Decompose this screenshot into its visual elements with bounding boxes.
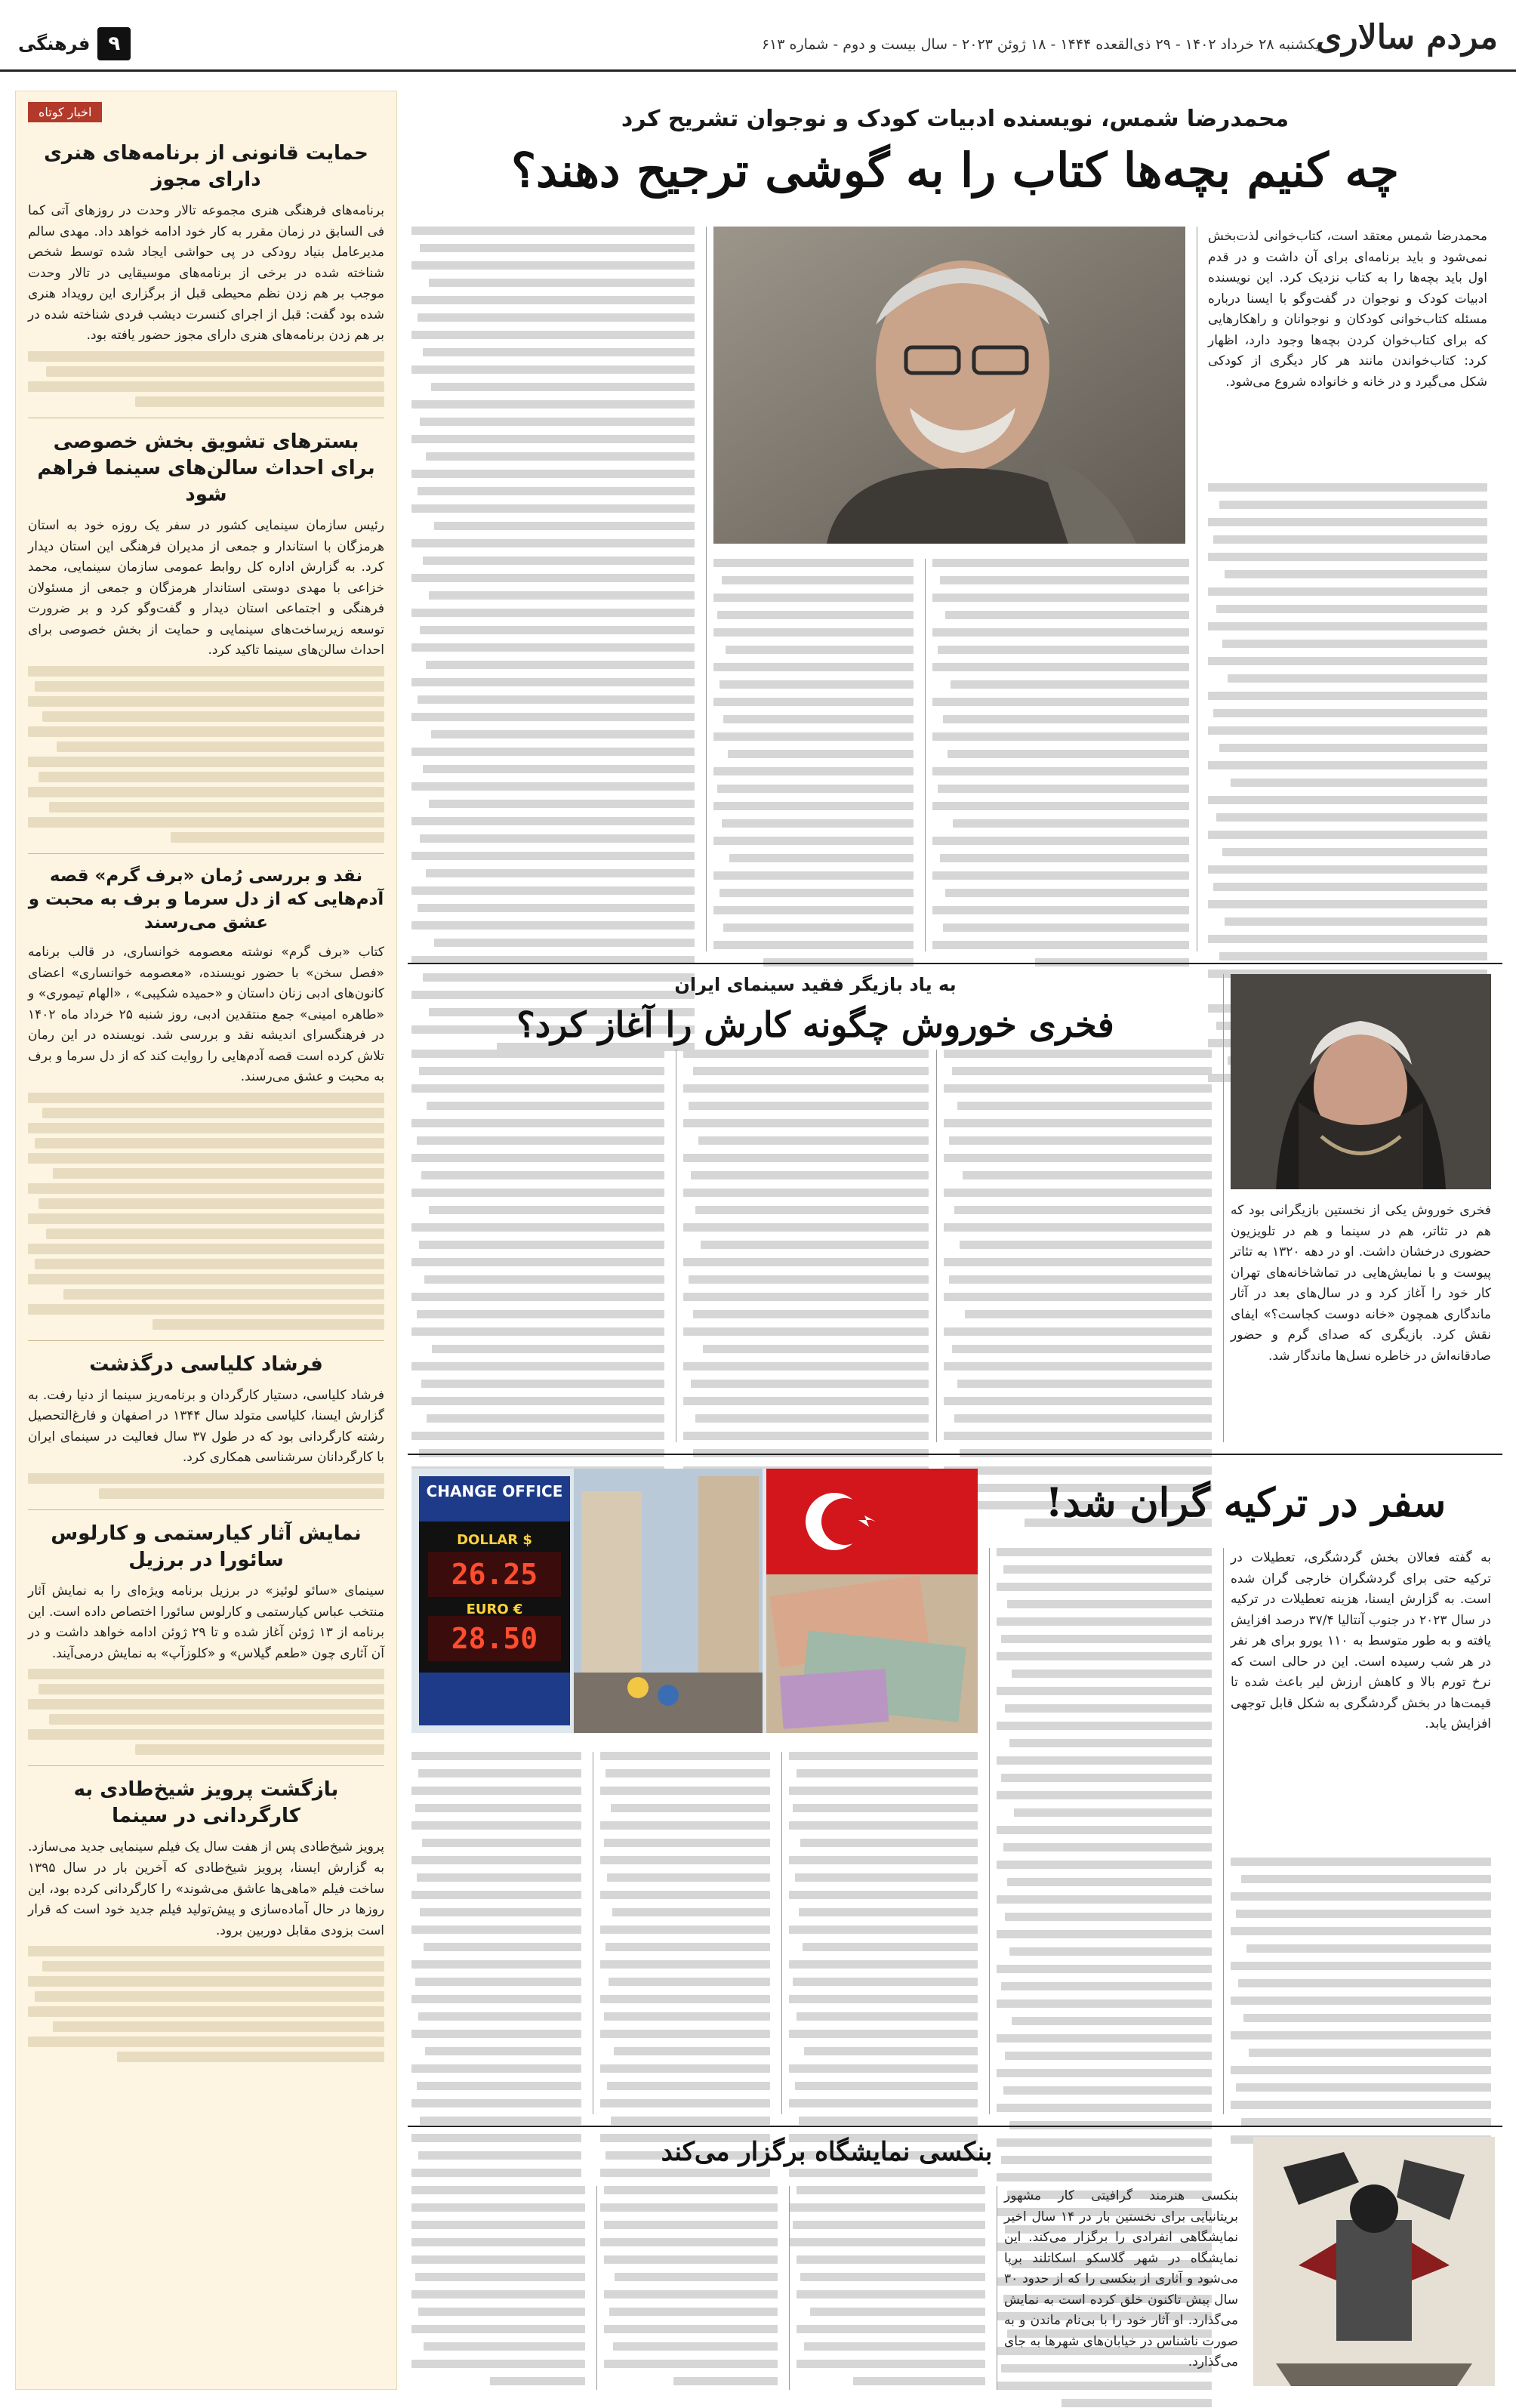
section-tag — [18, 27, 131, 60]
story2-text: فخری خوروش یکی از نخستین بازیگرانی بود که هم در تئاتر، هم در سینما و هم در تلویزیون حضوری درخشان داشت. او در دهه ۱۳۲۰ به تئاتر پیوست و با نمایش‌هایی در تماشاخانه‌های تهران کار خود را آغاز کرد و در سال‌های بعد در آثار ماندگاری همچون «خانه دوست کجاست؟» ایفای نقش کرد. بازیگری که صدای گرم و حضور صادقانه‌اش در خاطره نسل‌ها ماندگار شد. — [1231, 1203, 1491, 1364]
brief-headline: حمایت قانونی از برنامه‌های هنری دارای مجوز — [44, 142, 368, 192]
story2-text-column — [1231, 1201, 1491, 1367]
brief-headline: بازگشت پرویز شیخ‌طادی به کارگردانی در سینما — [73, 1778, 339, 1828]
story4-text: بنکسی هنرمند گرافیتی کار مشهور بریتانیایی برای نخستین بار در ۱۴ سال اخیر نمایشگاهی انفرادی را برگزار می‌کند. این نمایشگاه در شهر گلاسکو اسکاتلند برپا می‌شود و آثاری از بنکسی را که از حدود ۳۰ سال پیش تاکنون خلق کرده است به نمایش می‌گذارد. او آثار خود را با بی‌نام ماندن و به صورت ناشناس در خیابان‌های شهرها به جای می‌گذارد. — [1004, 2188, 1238, 2370]
portrait-illustration — [713, 227, 1185, 544]
brief-story — [28, 429, 384, 843]
dollar-label: $ DOLLAR — [457, 1532, 532, 1548]
brief-text: فرشاد کلیاسی، دستیار کارگردان و برنامه‌ریز سینما از دنیا رفت. به گزارش ایسنا، کلیاسی متولد سال ۱۳۴۴ در اصفهان و فارغ‌التحصیل رشته کارگردانی بود که در طول ۳۷ سال فعالیت در سینمای ایران با کارگردانان سرشناسی همکاری کرد. — [28, 1387, 385, 1466]
brief-story — [28, 140, 384, 407]
story1-overline: محمدرضا شمس، نویسنده ادبیات کودک و نوجوان تشریح کرد — [621, 106, 1290, 132]
section-label: فرهنگی — [18, 33, 91, 54]
euro-label: € EURO — [466, 1602, 523, 1617]
story3-text-column — [1231, 1548, 1491, 1735]
section-number-icon: ۹ — [97, 27, 131, 60]
story3-headline: سفر در ترکیه گران شد! — [1045, 1480, 1447, 1526]
story-childrens-books — [408, 106, 1502, 198]
dollar-rate: 26.25 — [451, 1558, 538, 1591]
masthead — [0, 0, 1516, 72]
story1-lead: محمدرضا شمس معتقد است، کتاب‌خوانی لذت‌بخش نمی‌شود و باید برنامه‌ای برای آن داشت و در قدم اول باید بچه‌ها را به کتاب نزدیک کرد. این نویسنده ادبیات کودک و نوجوان در گفت‌وگو با ایسنا درباره مسئله کتاب‌خوانی کودکان و نوجوانان و راهکارهایی که برای کتاب‌خوان کردن بچه‌ها وجود دارد، اظهار کرد: کتاب‌خواندن مانند هر کار دیگری از کودکی شکل می‌گیرد و در خانه و خانواده شروع می‌شود. — [1208, 229, 1487, 390]
story1-text-col4 — [411, 227, 695, 1051]
brief-text: برنامه‌های فرهنگی هنری مجموعه تالار وحدت در روزهای آتی کما فی السابق در زمان مقرر به کار خود ادامه خواهد داد. مهدی سالم مدیرعامل بنیاد رودکی در پی حواشی ایجاد شده توسط شخص شناخته شده در برخی از برنامه‌های موسیقایی در تالار وحدت موجب بر هم زدن نظم محیطی قبل از برگزاری این رویداد هنری شده بود گفت: قبل از اجرای کنسرت دیشب فردی شناخته شده در بر هم زدن برنامه‌های هنری دارای مجوز حضور یافته بود. — [28, 203, 384, 344]
author-portrait-photo — [713, 227, 1185, 544]
fakhri-khorvash-photo — [1231, 974, 1491, 1189]
story4-text-column — [1004, 2186, 1238, 2373]
brief-text: کتاب «برف گرم» نوشته معصومه خوانساری، در قالب برنامه «فصل سخن» با حضور نویسنده، «معصومه خوانساری» اعضای کانون‌های ادبی زنان داستان و «حمیده شکیبی» ، «الهام تیموری» و «طاهره امینی» جمع منتقدین ادبی، روز شنبه ۲۵ خرداد ماه ۱۴۰۲ در فرهنگسرای اندیشه نقد و بررسی شد. نویسنده در این رمان تلاش کرده است قصه آدم‌هایی را روایت کند که از دل سرما و برف به محبت و عشق می‌رسند. — [28, 945, 384, 1085]
story4-headline: بنکسی نمایشگاه برگزار می‌کند — [661, 2137, 993, 2167]
story4-text-col2 — [797, 2186, 985, 2385]
brief-headline: نقد و بررسی رُمان «برف گرم» قصه آدم‌هایی که از دل سرما و برف به محبت و عشق می‌رسند — [28, 865, 384, 933]
brief-story — [28, 1521, 384, 1755]
story2-text-col3 — [683, 1050, 929, 1527]
story2-overline: به یاد بازیگر فقید سینمای ایران — [674, 974, 957, 995]
banksy-artwork-photo — [1253, 2137, 1495, 2386]
story4-text-col4 — [411, 2186, 585, 2385]
story2-headline: فخری خوروش چگونه کارش را آغاز کرد؟ — [516, 1004, 1114, 1045]
brief-text: رئیس سازمان سینمایی کشور در سفر یک روزه خود به استان هرمزگان با استاندار و جمعی از مدیران فرهنگی این استان دیدار کرد. به گزارش اداره کل روابط عمومی سازمان سینمایی، محمد خزاعی با مهدی دوستی استاندار هرمزگان و جمعی از مسئولان فرهنگی و اجتماعی استان دیدار و گفت‌وگو کرد و بر ضرورت توسعه زیرساخت‌های سینمایی و حمایت از بخش خصوصی برای احداث سالن‌های سینما تاکید کرد. — [28, 518, 384, 658]
story1-headline: چه کنیم بچه‌ها کتاب را به گوشی ترجیح دهند؟ — [511, 143, 1399, 198]
story-turkey-travel — [1004, 1480, 1487, 1526]
dateline: یکشنبه ۲۸ خرداد ۱۴۰۲ - ۲۹ ذی‌القعده ۱۴۴۴ - ۱۸ ژوئن ۲۰۲۳ - سال بیست و دوم - شماره ۶۱۳ — [761, 36, 1320, 53]
story3-text-col1b — [1231, 1858, 1491, 2161]
brief-headline: نمایش آثار کیارستمی و کارلوس سائورا در برزیل — [51, 1522, 362, 1572]
story1-text-col3 — [713, 559, 914, 967]
turkey-collage-illustration — [411, 1469, 978, 1733]
news-briefs-sidebar — [15, 91, 397, 2390]
story-banksy — [408, 2137, 1246, 2167]
briefs-tag: اخبار کوتاه — [28, 102, 102, 122]
story-fakhri-khorvash — [408, 974, 1223, 1045]
story2-text-col2 — [944, 1050, 1212, 1527]
actress-illustration — [1231, 974, 1491, 1189]
brief-text: پرویز شیخ‌طادی پس از هفت سال یک فیلم سینمایی جدید می‌سازد. به گزارش ایسنا، پرویز شیخ‌طادی که آخرین بار در سال ۱۳۹۵ ساخت فیلم «ماهی‌ها عاشق می‌شوند» را کارگردانی کرده بود، این روزها در حال آماده‌سازی و پیش‌تولید فیلم جدید خود است که قرار است بزودی مقابل دوربین برود. — [28, 1839, 384, 1938]
brief-story — [28, 1352, 384, 1499]
brief-story — [28, 865, 384, 1330]
euro-rate: 28.50 — [451, 1622, 538, 1655]
brief-story — [28, 1777, 384, 2062]
story1-lead-column — [1208, 227, 1487, 393]
newspaper-logo: مردم سالاری — [1315, 18, 1498, 57]
turkey-photo-collage — [411, 1469, 978, 1733]
story2-text-col4 — [411, 1050, 664, 1527]
brief-headline: بسترهای تشویق بخش خصوصی برای احداث سالن‌های سینما فراهم شود — [37, 430, 375, 507]
exchange-office-sign: CHANGE OFFICE — [426, 1482, 563, 1500]
story4-text-col3 — [604, 2186, 778, 2385]
brief-text: سینمای «سائو لوئیز» در برزیل برنامه ویژه‌ای را به نمایش آثار منتخب عباس کیارستمی و کارلوس سائورا اختصاص داده است. این برنامه از ۱۳ ژوئن آغاز شده و تا ۲۹ ژوئن ادامه خواهد داشت و در آن آثاری چون «طعم گیلاس» و «کلوزآپ» به نمایش درمی‌آیند. — [28, 1583, 385, 1661]
story3-text: به گفته فعالان بخش گردشگری، تعطیلات در ترکیه حتی برای گردشگران خارجی گران شده است. به گزارش ایسنا، هزینه تعطیلات در ترکیه در سال ۲۰۲۳ در جنوب آنتالیا ۳۷/۴ درصد افزایش یافته و به طور متوسط به ۱۱۰ یورو برای هر نفر در هر شب رسیده است. این در حالی است که نرخ تورم بالا و کاهش ارزش لیر باعث شده تا قیمت‌ها در بخش گردشگری به شکل قابل توجهی افزایش یابد. — [1231, 1550, 1491, 1732]
banksy-artwork-illustration — [1253, 2137, 1495, 2386]
brief-headline: فرشاد کلیاسی درگذشت — [89, 1352, 323, 1376]
story1-text-col2 — [932, 559, 1189, 967]
